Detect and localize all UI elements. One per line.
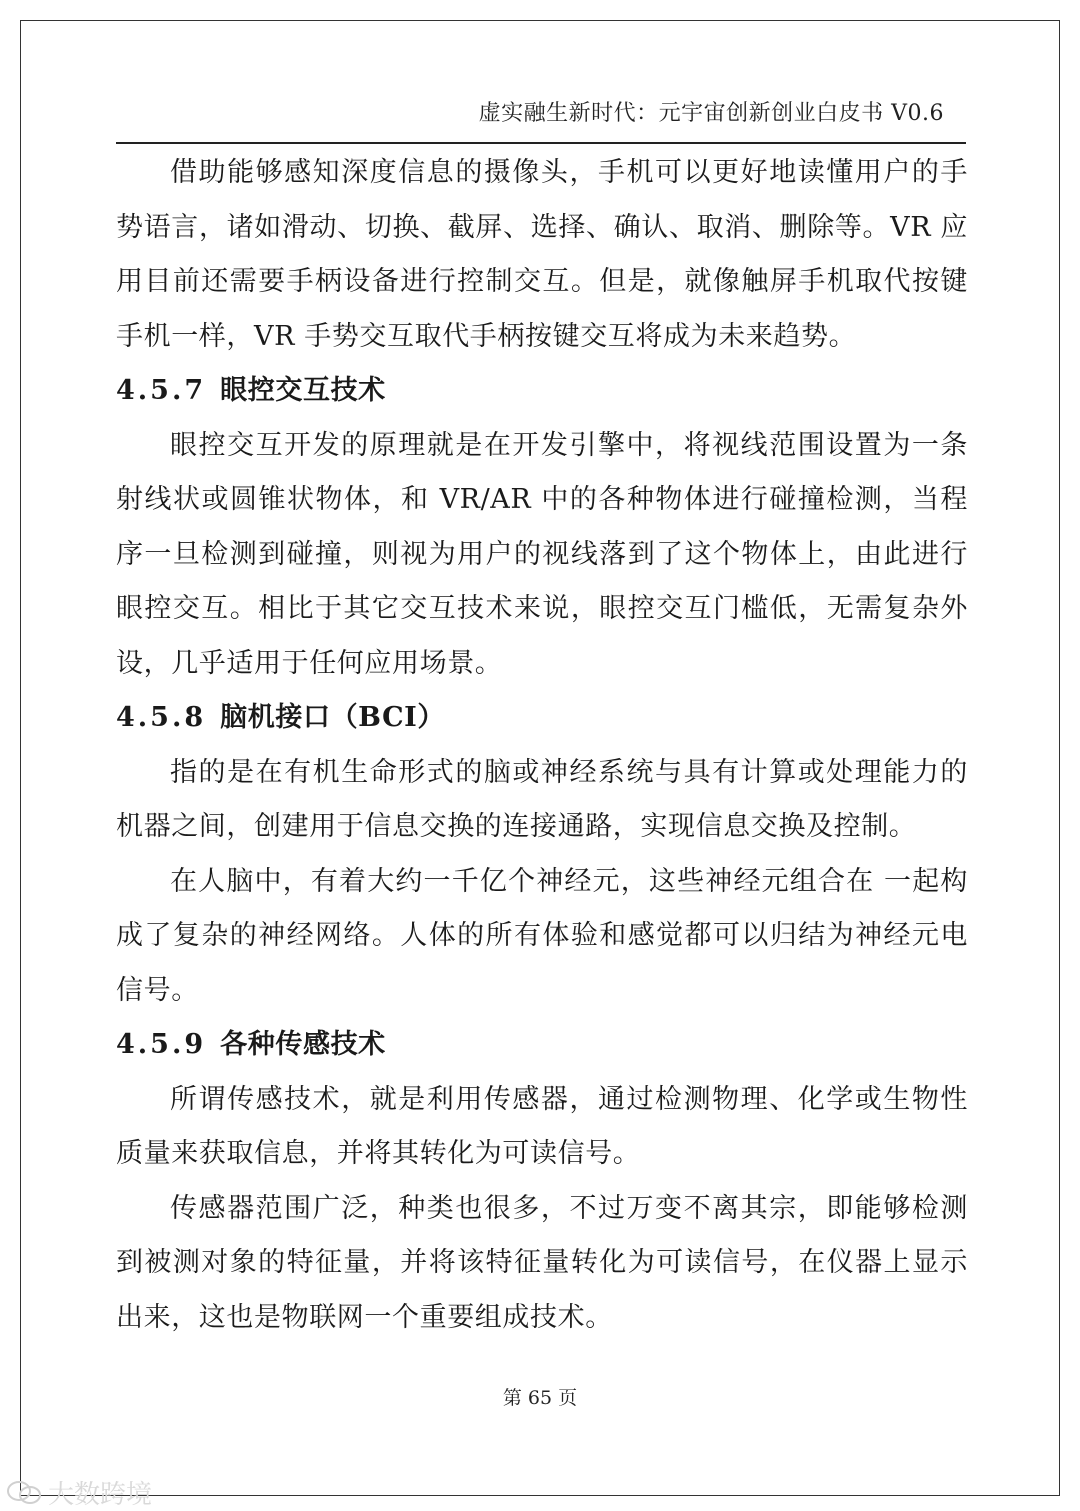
- paragraph: 指的是在有机生命形式的脑或神经系统与具有计算或处理能力的机器之间，创建用于信息交换的连接通路，实现信息交换及控制。: [116, 756, 968, 842]
- paragraph: 借助能够感知深度信息的摄像头，手机可以更好地读懂用户的手势语言，诸如滑动、切换、截屏、选择、确认、取消、删除等。VR 应用目前还需要手柄设备进行控制交互。但是，就像触屏手机取代按键手机一样，VR 手势交互取代手柄按键交互将成为未来趋势。: [116, 157, 968, 352]
- paragraph: 在人脑中，有着大约一千亿个神经元，这些神经元组合在 一起构成了复杂的神经网络。人体的所有体验和感觉都可以归结为神经元电信号。: [116, 865, 968, 1006]
- section-heading: [116, 1018, 968, 1073]
- paragraph: 眼控交互开发的原理就是在开发引擎中，将视线范围设置为一条射线状或圆锥状物体，和 VR/AR 中的各种物体进行碰撞检测，当程序一旦检测到碰撞，则视为用户的视线落到了这个物体上，由此进行眼控交互。相比于其它交互技术来说，眼控交互门槛低，无需复杂外设，几乎适用于任何应用场景。: [116, 429, 968, 679]
- document-body: [116, 146, 968, 1345]
- watermark: [6, 1474, 152, 1511]
- section-heading: [116, 364, 968, 419]
- header-rule: [116, 142, 966, 144]
- paragraph: 传感器范围广泛，种类也很多，不过万变不离其宗，即能够检测到被测对象的特征量，并将该特征量转化为可读信号，在仪器上显示出来，这也是物联网一个重要组成技术。: [116, 1192, 968, 1333]
- chat-bubble-icon: [6, 1480, 42, 1506]
- section-number: 4.5.9: [116, 1029, 207, 1060]
- paragraph: 所谓传感技术，就是利用传感器，通过检测物理、化学或生物性质量来获取信息，并将其转化为可读信号。: [116, 1083, 968, 1169]
- section-heading: [116, 691, 968, 746]
- section-number: 4.5.7: [116, 375, 207, 406]
- section-title: 各种传感技术: [220, 1029, 386, 1060]
- section-title: 脑机接口（BCI）: [220, 702, 446, 733]
- section-title: 眼控交互技术: [220, 375, 386, 406]
- running-header: 虚实融生新时代：元宇宙创新创业白皮书 V0.6: [478, 101, 944, 126]
- page-number: 第 65 页: [502, 1387, 578, 1409]
- watermark-text: 大数跨境: [48, 1480, 153, 1510]
- section-number: 4.5.8: [116, 702, 207, 733]
